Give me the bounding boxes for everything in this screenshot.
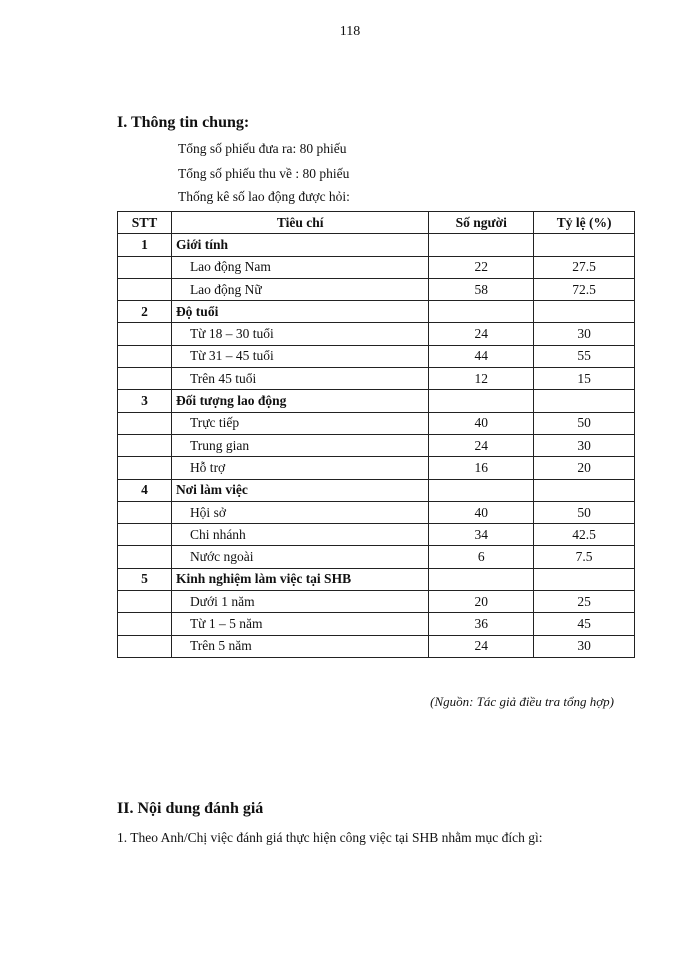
row-percent: 7.5 bbox=[534, 546, 635, 568]
row-count: 40 bbox=[429, 412, 534, 434]
row-stt-empty bbox=[118, 501, 172, 523]
group-count-empty bbox=[429, 234, 534, 256]
row-stt-empty bbox=[118, 635, 172, 657]
group-name: Đối tượng lao động bbox=[171, 390, 428, 412]
table-row bbox=[118, 256, 635, 278]
row-stt-empty bbox=[118, 256, 172, 278]
question-1: 1. Theo Anh/Chị việc đánh giá thực hiện công việc tại SHB nhằm mục đích gì: bbox=[117, 830, 543, 845]
table-source-note: (Nguồn: Tác giả điều tra tổng hợp) bbox=[430, 694, 614, 709]
row-percent: 55 bbox=[534, 345, 635, 367]
row-count: 36 bbox=[429, 613, 534, 635]
section-title-general-info: I. Thông tin chung: bbox=[117, 114, 250, 131]
group-stt: 3 bbox=[118, 390, 172, 412]
row-percent: 30 bbox=[534, 635, 635, 657]
page-number: 118 bbox=[339, 24, 361, 39]
row-stt-empty bbox=[118, 345, 172, 367]
row-criteria: Trực tiếp bbox=[171, 412, 428, 434]
row-count: 40 bbox=[429, 501, 534, 523]
row-percent: 50 bbox=[534, 412, 635, 434]
row-percent: 45 bbox=[534, 613, 635, 635]
row-stt-empty bbox=[118, 323, 172, 345]
table-row bbox=[118, 345, 635, 367]
group-name: Giới tính bbox=[171, 234, 428, 256]
table-row bbox=[118, 501, 635, 523]
header-criteria: Tiêu chí bbox=[171, 212, 428, 234]
group-stt: 4 bbox=[118, 479, 172, 501]
group-name: Độ tuổi bbox=[171, 301, 428, 323]
row-count: 34 bbox=[429, 524, 534, 546]
row-criteria: Dưới 1 năm bbox=[171, 591, 428, 613]
group-stt: 5 bbox=[118, 568, 172, 590]
row-stt-empty bbox=[118, 412, 172, 434]
table-group-row bbox=[118, 234, 635, 256]
group-count-empty bbox=[429, 568, 534, 590]
group-stt: 1 bbox=[118, 234, 172, 256]
row-stt-empty bbox=[118, 524, 172, 546]
row-criteria: Trên 45 tuổi bbox=[171, 368, 428, 390]
group-stt: 2 bbox=[118, 301, 172, 323]
table-row bbox=[118, 546, 635, 568]
table-row bbox=[118, 368, 635, 390]
table-row bbox=[118, 524, 635, 546]
row-count: 12 bbox=[429, 368, 534, 390]
row-stt-empty bbox=[118, 434, 172, 456]
table-group-row bbox=[118, 479, 635, 501]
row-stt-empty bbox=[118, 457, 172, 479]
row-criteria: Từ 1 – 5 năm bbox=[171, 613, 428, 635]
row-percent: 72.5 bbox=[534, 278, 635, 300]
group-name: Kinh nghiệm làm việc tại SHB bbox=[171, 568, 428, 590]
row-criteria: Trung gian bbox=[171, 434, 428, 456]
row-percent: 50 bbox=[534, 501, 635, 523]
row-stt-empty bbox=[118, 613, 172, 635]
table-row bbox=[118, 278, 635, 300]
table-row bbox=[118, 457, 635, 479]
row-criteria: Từ 18 – 30 tuổi bbox=[171, 323, 428, 345]
row-percent: 25 bbox=[534, 591, 635, 613]
row-count: 24 bbox=[429, 434, 534, 456]
row-percent: 27.5 bbox=[534, 256, 635, 278]
row-count: 58 bbox=[429, 278, 534, 300]
group-percent-empty bbox=[534, 301, 635, 323]
group-percent-empty bbox=[534, 568, 635, 590]
row-percent: 20 bbox=[534, 457, 635, 479]
row-criteria: Nước ngoài bbox=[171, 546, 428, 568]
info-line-collected: Tổng số phiếu thu về : 80 phiếu bbox=[178, 166, 350, 181]
table-group-row bbox=[118, 390, 635, 412]
row-criteria: Hội sở bbox=[171, 501, 428, 523]
row-stt-empty bbox=[118, 278, 172, 300]
table-row bbox=[118, 412, 635, 434]
group-percent-empty bbox=[534, 234, 635, 256]
row-count: 6 bbox=[429, 546, 534, 568]
row-percent: 15 bbox=[534, 368, 635, 390]
group-percent-empty bbox=[534, 390, 635, 412]
header-percent: Tỷ lệ (%) bbox=[534, 212, 635, 234]
row-stt-empty bbox=[118, 591, 172, 613]
row-criteria: Hỗ trợ bbox=[171, 457, 428, 479]
table-group-row bbox=[118, 568, 635, 590]
info-line-statistics: Thống kê số lao động được hỏi: bbox=[178, 189, 350, 204]
row-percent: 30 bbox=[534, 323, 635, 345]
survey-statistics-table bbox=[117, 211, 635, 658]
row-stt-empty bbox=[118, 368, 172, 390]
section-title-evaluation: II. Nội dung đánh giá bbox=[117, 800, 264, 817]
group-percent-empty bbox=[534, 479, 635, 501]
header-stt: STT bbox=[118, 212, 172, 234]
table-body bbox=[118, 234, 635, 658]
group-count-empty bbox=[429, 390, 534, 412]
row-percent: 42.5 bbox=[534, 524, 635, 546]
info-line-distributed: Tổng số phiếu đưa ra: 80 phiếu bbox=[178, 141, 347, 156]
row-criteria: Lao động Nam bbox=[171, 256, 428, 278]
table-row bbox=[118, 591, 635, 613]
row-count: 22 bbox=[429, 256, 534, 278]
row-count: 16 bbox=[429, 457, 534, 479]
table-header-row bbox=[118, 212, 635, 234]
row-criteria: Chi nhánh bbox=[171, 524, 428, 546]
row-count: 24 bbox=[429, 323, 534, 345]
group-count-empty bbox=[429, 479, 534, 501]
group-name: Nơi làm việc bbox=[171, 479, 428, 501]
row-criteria: Trên 5 năm bbox=[171, 635, 428, 657]
header-count: Số người bbox=[429, 212, 534, 234]
row-count: 20 bbox=[429, 591, 534, 613]
group-count-empty bbox=[429, 301, 534, 323]
row-stt-empty bbox=[118, 546, 172, 568]
row-criteria: Lao động Nữ bbox=[171, 278, 428, 300]
table-row bbox=[118, 434, 635, 456]
table-row bbox=[118, 323, 635, 345]
row-count: 24 bbox=[429, 635, 534, 657]
row-percent: 30 bbox=[534, 434, 635, 456]
row-criteria: Từ 31 – 45 tuổi bbox=[171, 345, 428, 367]
table-row bbox=[118, 613, 635, 635]
table-row bbox=[118, 635, 635, 657]
row-count: 44 bbox=[429, 345, 534, 367]
table-group-row bbox=[118, 301, 635, 323]
